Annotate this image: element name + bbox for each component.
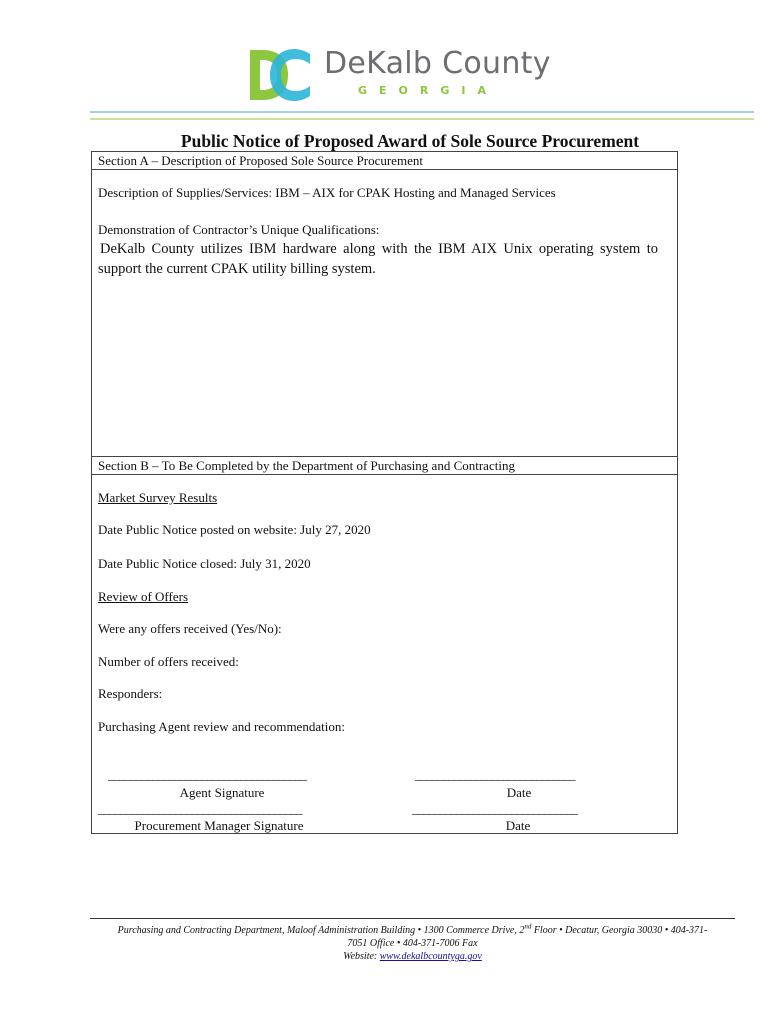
offers-received-label: Were any offers received (Yes/No): (98, 621, 282, 636)
supplies-description: Description of Supplies/Services: IBM – AIX for CPAK Hosting and Managed Services (98, 185, 556, 200)
qualifications-text: DeKalb County utilizes IBM hardware along with the IBM AIX Unix operating system to support the current CPAK utility billing system. (98, 241, 658, 277)
number-of-offers-label: Number of offers received: (98, 654, 239, 669)
footer-phone: 7051 Office • 404-371-7006 Fax (347, 938, 478, 949)
market-survey-heading: Market Survey Results (98, 490, 218, 505)
dekalb-county-logo (248, 46, 551, 102)
qualifications-label: Demonstration of Contractor’s Unique Qualifications: (98, 222, 380, 237)
footer-floor-suffix: nd (524, 922, 532, 931)
page-title: Public Notice of Proposed Award of Sole Source Procurement (180, 131, 640, 151)
agent-signature-line: ____________________________________ (108, 767, 306, 782)
notice-closed-date: Date Public Notice closed: July 31, 2020 (98, 556, 311, 571)
website-link[interactable]: www.dekalbcountyga.gov (379, 951, 482, 962)
section-a-heading: Section A – Description of Proposed Sole Source Procurement (92, 152, 677, 170)
manager-signature-label: Procurement Manager Signature (134, 818, 304, 833)
agent-date-label: Date (506, 785, 532, 800)
agent-signature-label: Agent Signature (179, 785, 265, 800)
agent-review-label: Purchasing Agent review and recommendation: (98, 719, 345, 734)
logo-county-name: DeKalb County (324, 46, 551, 81)
review-of-offers-heading: Review of Offers (98, 589, 189, 604)
footer-address (90, 924, 735, 937)
footer-website-label: Website: (343, 951, 380, 962)
manager-date-line: ______________________________ (412, 801, 577, 816)
manager-date-label: Date (505, 818, 531, 833)
agent-date-line: _____________________________ (415, 767, 575, 782)
footer-rule (90, 918, 735, 919)
footer-website (90, 950, 735, 963)
header-rule-green (90, 118, 754, 120)
logo-state-name: GEORGIA (358, 84, 498, 97)
footer-address-part-1: Purchasing and Contracting Department, Maloof Administration Building • 1300 Commerce Drive, 2 (117, 925, 525, 936)
notice-posted-date: Date Public Notice posted on website: July 27, 2020 (98, 522, 371, 537)
responders-label: Responders: (98, 686, 163, 701)
header-rule-blue (90, 111, 754, 113)
footer-address-part-2: Floor • Decatur, Georgia 30030 • 404-371- (531, 925, 708, 936)
dc-logo-mark-icon (248, 48, 314, 102)
section-b-heading: Section B – To Be Completed by the Department of Purchasing and Contracting (92, 457, 677, 475)
manager-signature-line: _____________________________________ (98, 801, 302, 816)
